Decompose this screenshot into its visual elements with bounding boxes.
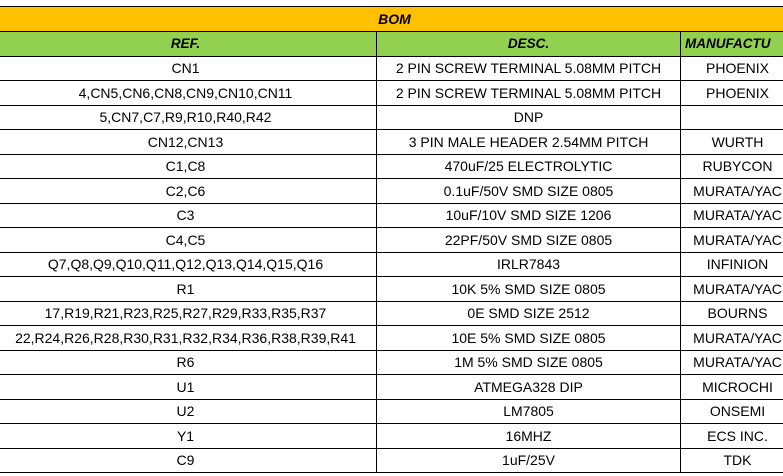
manufacturer-cell[interactable]: MURATA/YAC xyxy=(681,350,783,375)
manufacturer-cell[interactable]: ECS INC. xyxy=(681,424,783,449)
table-row xyxy=(0,130,783,155)
ref-cell[interactable]: U1 xyxy=(0,375,377,400)
ref-cell[interactable]: CN12,CN13 xyxy=(0,130,377,155)
manufacturer-cell[interactable]: BOURNS xyxy=(681,301,783,326)
manufacturer-cell[interactable]: ONSEMI xyxy=(681,399,783,424)
ref-cell[interactable]: 17,R19,R21,R23,R25,R27,R29,R33,R35,R37 xyxy=(0,301,377,326)
table-row xyxy=(0,105,783,130)
bom-title[interactable]: BOM xyxy=(0,7,783,32)
bom-table xyxy=(0,6,783,473)
table-row xyxy=(0,301,783,326)
table-row xyxy=(0,277,783,302)
table-row xyxy=(0,81,783,106)
ref-cell[interactable]: C2,C6 xyxy=(0,179,377,204)
desc-cell[interactable]: 22PF/50V SMD SIZE 0805 xyxy=(377,228,681,253)
desc-cell[interactable]: 10E 5% SMD SIZE 0805 xyxy=(377,326,681,351)
title-row xyxy=(0,7,783,32)
desc-cell[interactable]: 470uF/25 ELECTROLYTIC xyxy=(377,154,681,179)
table-row xyxy=(0,350,783,375)
manufacturer-cell[interactable] xyxy=(681,105,783,130)
desc-cell[interactable]: 2 PIN SCREW TERMINAL 5.08MM PITCH xyxy=(377,56,681,81)
ref-cell[interactable]: Q7,Q8,Q9,Q10,Q11,Q12,Q13,Q14,Q15,Q16 xyxy=(0,252,377,277)
ref-cell[interactable]: 4,CN5,CN6,CN8,CN9,CN10,CN11 xyxy=(0,81,377,106)
desc-cell[interactable]: 0.1uF/50V SMD SIZE 0805 xyxy=(377,179,681,204)
table-row xyxy=(0,399,783,424)
desc-cell[interactable]: 1uF/25V xyxy=(377,448,681,473)
manufacturer-cell[interactable]: PHOENIX xyxy=(681,56,783,81)
header-row xyxy=(0,32,783,57)
ref-cell[interactable]: C4,C5 xyxy=(0,228,377,253)
desc-cell[interactable]: 3 PIN MALE HEADER 2.54MM PITCH xyxy=(377,130,681,155)
table-row xyxy=(0,154,783,179)
manufacturer-cell[interactable]: MURATA/YAC xyxy=(681,326,783,351)
table-row xyxy=(0,56,783,81)
ref-cell[interactable]: R1 xyxy=(0,277,377,302)
desc-cell[interactable]: ATMEGA328 DIP xyxy=(377,375,681,400)
manufacturer-cell[interactable]: TDK xyxy=(681,448,783,473)
table-row xyxy=(0,252,783,277)
desc-cell[interactable]: IRLR7843 xyxy=(377,252,681,277)
desc-cell[interactable]: DNP xyxy=(377,105,681,130)
ref-cell[interactable]: C1,C8 xyxy=(0,154,377,179)
ref-cell[interactable]: 22,R24,R26,R28,R30,R31,R32,R34,R36,R38,R39,R41 xyxy=(0,326,377,351)
desc-cell[interactable]: 10K 5% SMD SIZE 0805 xyxy=(377,277,681,302)
table-row xyxy=(0,375,783,400)
table-row xyxy=(0,203,783,228)
ref-cell[interactable]: CN1 xyxy=(0,56,377,81)
table-row xyxy=(0,179,783,204)
manufacturer-cell[interactable]: INFINION xyxy=(681,252,783,277)
manufacturer-cell[interactable]: MICROCHI xyxy=(681,375,783,400)
header-manufacturer[interactable]: MANUFACTU xyxy=(681,32,783,57)
ref-cell[interactable]: Y1 xyxy=(0,424,377,449)
ref-cell[interactable]: R6 xyxy=(0,350,377,375)
table-row xyxy=(0,424,783,449)
desc-cell[interactable]: LM7805 xyxy=(377,399,681,424)
table-row xyxy=(0,448,783,473)
desc-cell[interactable]: 0E SMD SIZE 2512 xyxy=(377,301,681,326)
desc-cell[interactable]: 16MHZ xyxy=(377,424,681,449)
ref-cell[interactable]: C9 xyxy=(0,448,377,473)
ref-cell[interactable]: 5,CN7,C7,R9,R10,R40,R42 xyxy=(0,105,377,130)
manufacturer-cell[interactable]: MURATA/YAC xyxy=(681,277,783,302)
manufacturer-cell[interactable]: PHOENIX xyxy=(681,81,783,106)
manufacturer-cell[interactable]: MURATA/YAC xyxy=(681,179,783,204)
ref-cell[interactable]: C3 xyxy=(0,203,377,228)
manufacturer-cell[interactable]: MURATA/YAC xyxy=(681,203,783,228)
manufacturer-cell[interactable]: RUBYCON xyxy=(681,154,783,179)
manufacturer-cell[interactable]: MURATA/YAC xyxy=(681,228,783,253)
desc-cell[interactable]: 2 PIN SCREW TERMINAL 5.08MM PITCH xyxy=(377,81,681,106)
header-ref[interactable]: REF. xyxy=(0,32,377,57)
header-desc[interactable]: DESC. xyxy=(377,32,681,57)
ref-cell[interactable]: U2 xyxy=(0,399,377,424)
desc-cell[interactable]: 10uF/10V SMD SIZE 1206 xyxy=(377,203,681,228)
desc-cell[interactable]: 1M 5% SMD SIZE 0805 xyxy=(377,350,681,375)
table-row xyxy=(0,228,783,253)
manufacturer-cell[interactable]: WURTH xyxy=(681,130,783,155)
table-row xyxy=(0,326,783,351)
